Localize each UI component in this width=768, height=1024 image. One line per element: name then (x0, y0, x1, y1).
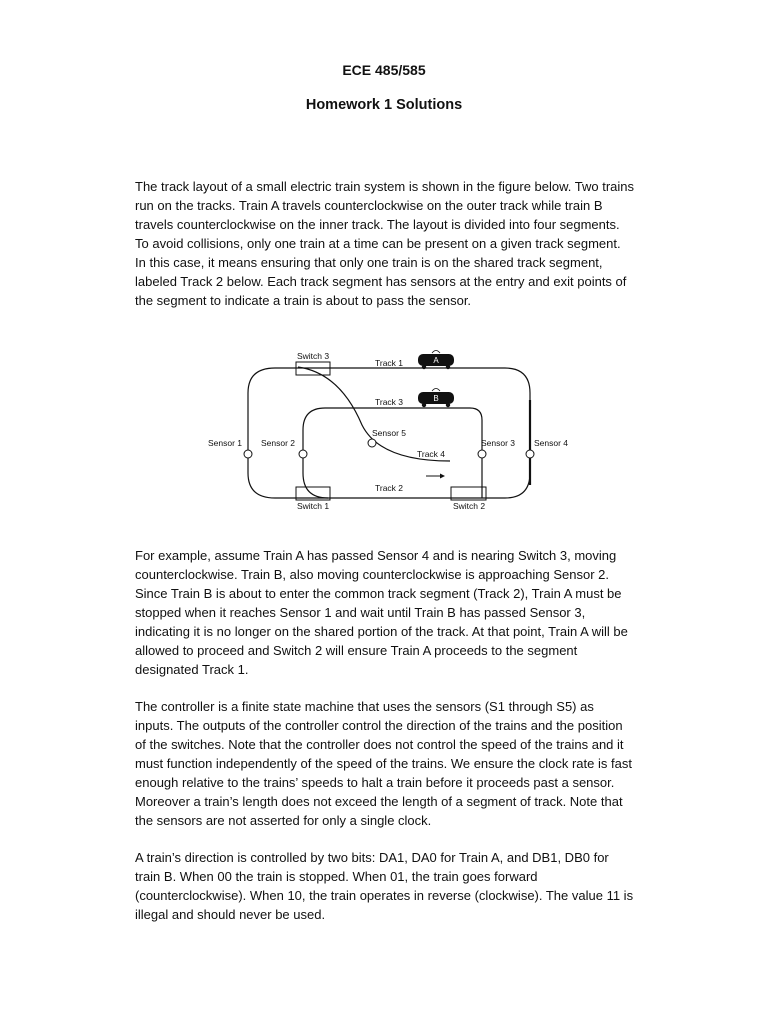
sensor5-label: Sensor 5 (372, 428, 407, 438)
track-layout-figure (200, 345, 580, 515)
track2-label: Track 2 (375, 483, 404, 493)
sensor4-marker (526, 450, 534, 458)
controller-paragraph: The controller is a finite state machine that uses the sensors (S1 through S5) as inputs. The outputs of the controller control the direction of the trains and the position of the switches. Note that the controller does not control the speed of the trains and it must function independently of the speed of the trains. We ensure the clock rate is fast enough relative to the trains’ speeds to halt a train before it proceeds past a sensor. Moreover a train’s length does not exceed the length of a segment of track. Note that the sensors are not asserted for only a single clock. (135, 699, 632, 828)
inner-track (325, 408, 482, 498)
train-a-label: A (433, 356, 439, 365)
sensor4-label: Sensor 4 (534, 438, 569, 448)
sensor5-marker (368, 439, 376, 447)
switch2-label: Switch 2 (452, 501, 486, 511)
train-b-label: B (433, 394, 439, 403)
sensor2-marker (299, 450, 307, 458)
train-b-icon (418, 389, 454, 408)
sensor1-label: Sensor 1 (208, 438, 243, 448)
switch1-label: Switch 1 (296, 501, 330, 511)
track4-label: Track 4 (417, 449, 446, 459)
sensor3-label: Sensor 3 (481, 438, 516, 448)
track3-label: Track 3 (375, 397, 404, 407)
intro-paragraph: The track layout of a small electric train system is shown in the figure below. Two trains run on the tracks. Train A travels counterclockwise on the outer track while train B travels counterclockwise on the inner track. The layout is divided into four segments. To avoid collisions, only one train at a time can be present on a given track segment. In this case, it means ensuring that only one train is on the shared track segment, labeled Track 2 below. Each track segment has sensors at the entry and exit points of the segment to indicate a train is about to pass the sensor. (135, 179, 635, 308)
direction-paragraph: A train’s direction is controlled by two bits: DA1, DA0 for Train A, and DB1, DB0 for train B. When 00 the train is stopped. When 01, the train goes forward (counterclockwise). When 10, the train operates in reverse (clockwise). The value 11 is illegal and should never be used. (135, 850, 634, 922)
document-title: Homework 1 Solutions (305, 97, 463, 113)
example-paragraph: For example, assume Train A has passed Sensor 4 and is nearing Switch 3, moving counterclockwise. Train B, also moving counterclockwise is approaching Sensor 2. Since Train B is about to enter the common track segment (Track 2), Train A must be stopped when it reaches Sensor 1 and wait until Train B has passed Sensor 3, indicating it is no longer on the shared portion of the track. At that point, Train A will be allowed to proceed and Switch 2 will ensure Train A proceeds to the segment designated Track 1. (135, 548, 628, 677)
sensor2-label: Sensor 2 (261, 438, 296, 448)
train-a-icon (418, 351, 454, 370)
track1-label: Track 1 (375, 358, 404, 368)
sensor1-marker (244, 450, 252, 458)
course-code: ECE 485/585 (342, 62, 426, 78)
switch3-label: Switch 3 (296, 351, 330, 361)
sensor3-marker (478, 450, 486, 458)
